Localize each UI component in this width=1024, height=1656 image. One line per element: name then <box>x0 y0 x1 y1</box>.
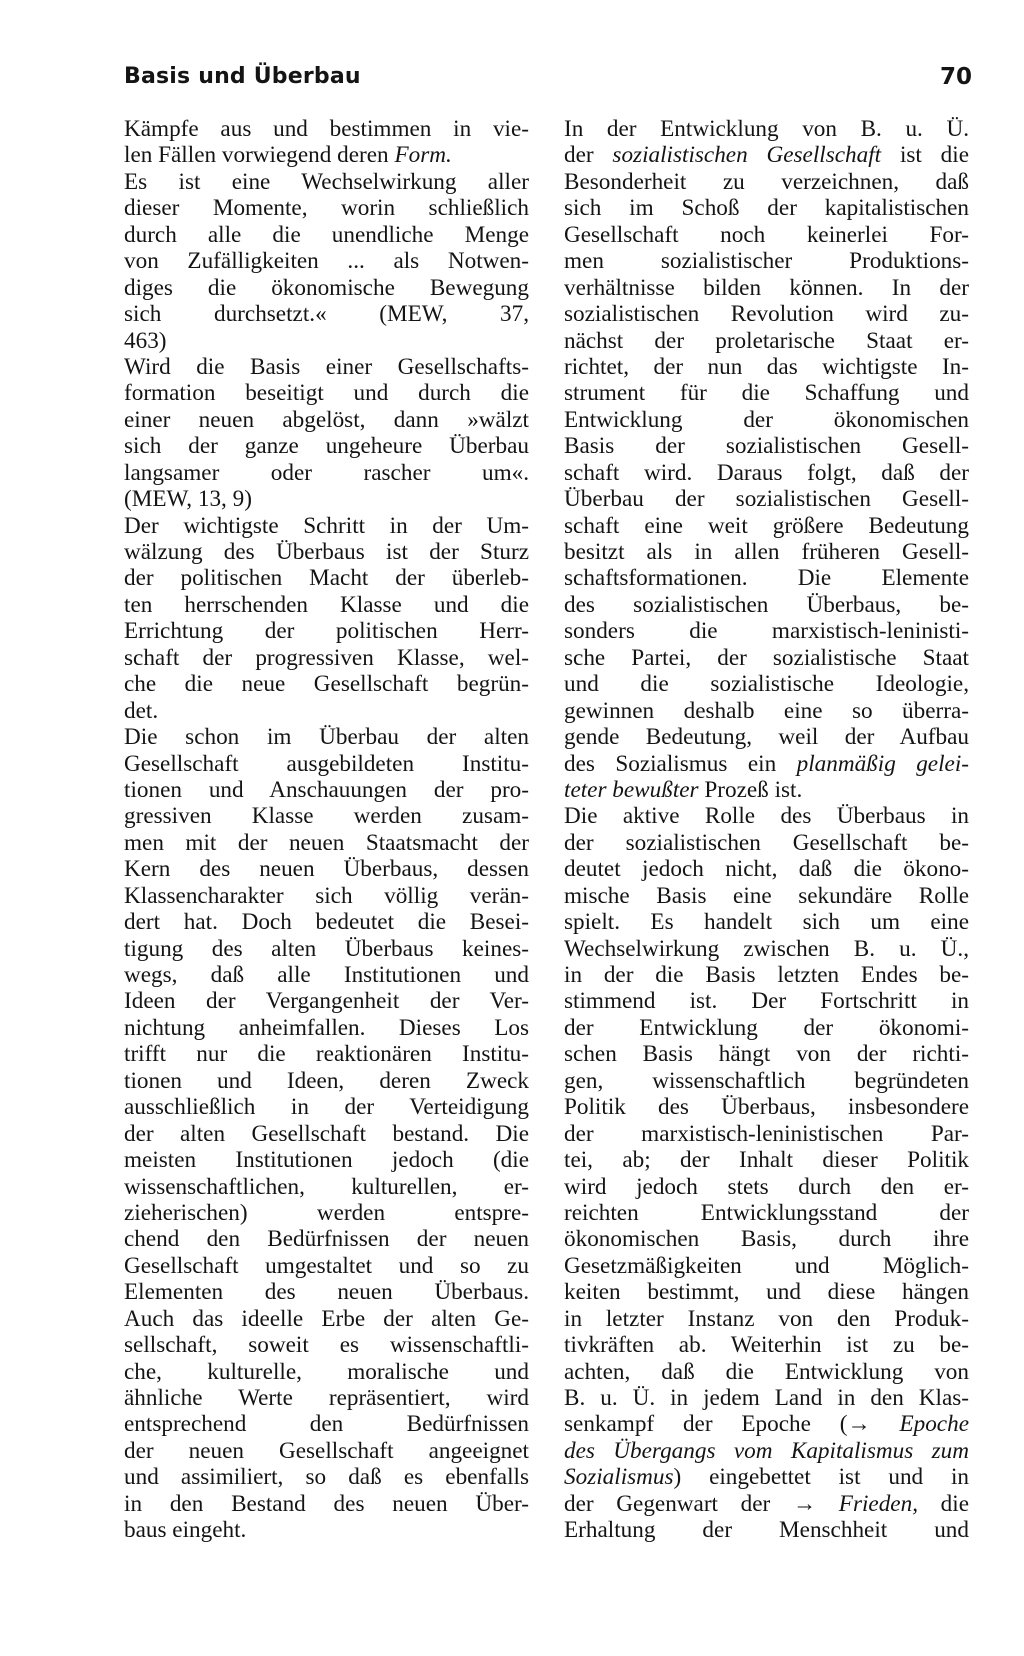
text-line <box>564 513 969 539</box>
text-run: chend den Bedürfnissen der neuen <box>124 1226 529 1253</box>
text-run: Besonderheit zu verzeichnen, daß <box>564 168 969 195</box>
text-run: ausschließlich in der Verteidigung <box>124 1094 529 1121</box>
text-run: die <box>918 1490 969 1517</box>
text-line <box>564 354 969 380</box>
text-line <box>124 1200 529 1226</box>
text-run: tionen und Ideen, deren Zweck <box>124 1067 529 1094</box>
text-run: Es ist eine Wechselwirkung aller <box>124 168 529 195</box>
text-run: 463) <box>124 327 167 354</box>
text-line <box>124 1015 529 1041</box>
text-line <box>124 142 529 168</box>
text-line <box>124 195 529 221</box>
text-run: zieherischen) werden entspre- <box>124 1199 529 1226</box>
text-run: sellschaft, soweit es wissenschaftli- <box>124 1332 529 1359</box>
text-run: senkampf der Epoche ( <box>564 1411 848 1438</box>
text-line <box>564 1411 969 1437</box>
text-line <box>124 988 529 1014</box>
text-line <box>564 1041 969 1067</box>
text-run: gen, wissenschaftlich begründeten <box>564 1067 969 1094</box>
text-run: schaftsformationen. Die Elemente <box>564 565 969 592</box>
text-line <box>124 1359 529 1385</box>
text-line <box>564 1306 969 1332</box>
text-line <box>124 1279 529 1305</box>
text-run: che die neue Gesellschaft begrün- <box>124 671 529 698</box>
text-run: Erhaltung der Menschheit und <box>564 1517 969 1544</box>
text-line <box>564 883 969 909</box>
text-line <box>124 751 529 777</box>
text-run: → <box>847 1411 871 1438</box>
text-run: nichtung anheimfallen. Dieses Los <box>124 1014 529 1041</box>
text-run: gressiven Klasse werden zusam- <box>124 803 529 830</box>
text-line <box>124 936 529 962</box>
text-line <box>564 328 969 354</box>
text-run: der <box>564 142 613 169</box>
text-line <box>564 1147 969 1173</box>
text-run: Entwicklung der ökonomischen <box>564 406 969 433</box>
text-run: ist die <box>881 142 969 169</box>
text-run: keiten bestimmt, und diese hängen <box>564 1279 969 1306</box>
text-line <box>124 169 529 195</box>
text-line <box>124 1094 529 1120</box>
text-run: ) eingebettet ist und in <box>673 1464 969 1491</box>
text-line <box>124 1174 529 1200</box>
text-line <box>124 460 529 486</box>
text-run: der politischen Macht der überleb- <box>124 565 529 592</box>
italic-text-run: Form. <box>394 142 452 169</box>
text-run: richtet, der nun das wichtigste In- <box>564 353 969 380</box>
text-line <box>564 1226 969 1252</box>
text-line <box>564 248 969 274</box>
text-line <box>124 486 529 512</box>
text-run: gewinnen deshalb eine so überra- <box>564 697 969 724</box>
text-line <box>124 1253 529 1279</box>
text-run: des Sozialismus ein <box>564 750 797 777</box>
text-line <box>124 909 529 935</box>
text-run: Klassencharakter sich völlig verän- <box>124 882 529 909</box>
text-line <box>564 1253 969 1279</box>
text-line <box>124 1147 529 1173</box>
italic-text-run: Frieden, <box>816 1490 918 1517</box>
text-run: Kern des neuen Überbaus, dessen <box>124 856 529 883</box>
text-line <box>564 1385 969 1411</box>
text-line <box>124 1332 529 1358</box>
text-line <box>564 962 969 988</box>
text-run: Gesellschaft umgestaltet und so zu <box>124 1252 529 1279</box>
text-run: sich der ganze ungeheure Überbau <box>124 433 529 460</box>
text-line <box>124 328 529 354</box>
text-line <box>124 433 529 459</box>
text-line <box>564 222 969 248</box>
text-run: entsprechend den Bedürfnissen <box>124 1411 529 1438</box>
text-run: Der wichtigste Schritt in der Um- <box>124 512 529 539</box>
text-line <box>124 301 529 327</box>
text-run: Politik des Überbaus, insbesondere <box>564 1094 969 1121</box>
text-run: wird jedoch stets durch den er- <box>564 1173 969 1200</box>
italic-text-run: Epoche <box>870 1411 969 1438</box>
text-line <box>564 909 969 935</box>
text-run: Gesetzmäßigkeiten und Möglich- <box>564 1252 969 1279</box>
text-line <box>124 222 529 248</box>
text-line <box>124 1411 529 1437</box>
text-line <box>564 1438 969 1464</box>
text-run: besitzt als in allen früheren Gesell- <box>564 539 969 565</box>
text-line <box>124 116 529 142</box>
text-line <box>124 1438 529 1464</box>
text-run: nächst der proletarische Staat er- <box>564 327 969 354</box>
text-line <box>564 1464 969 1490</box>
text-line <box>564 1015 969 1041</box>
text-line <box>564 275 969 301</box>
text-run: deutet jedoch nicht, daß die ökono- <box>564 856 969 883</box>
text-line <box>564 592 969 618</box>
italic-text-run: Sozialismus <box>564 1464 674 1491</box>
text-run: formation beseitigt und durch die <box>124 380 529 407</box>
text-run: Errichtung der politischen Herr- <box>124 618 529 645</box>
text-line <box>564 777 969 803</box>
text-run: tionen und Anschauungen der pro- <box>124 776 529 803</box>
text-run: sich durchsetzt.« (MEW, 37, <box>124 301 529 328</box>
text-run: men mit der neuen Staatsmacht der <box>124 829 529 856</box>
text-line <box>564 856 969 882</box>
text-line <box>564 486 969 512</box>
text-run: durch alle die unendliche Menge <box>124 221 529 248</box>
text-line <box>564 539 969 565</box>
text-run: dert hat. Doch bedeutet die Besei- <box>124 909 529 936</box>
text-run: sonders die marxistisch-leninisti- <box>564 618 969 645</box>
text-line <box>124 565 529 591</box>
text-line <box>124 1068 529 1094</box>
text-line <box>564 142 969 168</box>
text-run: der alten Gesellschaft bestand. Die <box>124 1120 529 1147</box>
text-line <box>124 354 529 380</box>
text-run: der Entwicklung der ökonomi- <box>564 1014 969 1041</box>
text-line <box>564 433 969 459</box>
text-line <box>124 671 529 697</box>
text-run: und assimiliert, so daß es ebenfalls <box>124 1464 529 1491</box>
text-run: achten, daß die Entwicklung von <box>564 1358 969 1385</box>
text-run: wälzung des Überbaus ist der Sturz <box>124 539 529 565</box>
text-line <box>124 248 529 274</box>
text-run: Die aktive Rolle des Überbaus in <box>564 803 969 830</box>
text-line <box>124 592 529 618</box>
text-run: wissenschaftlichen, kulturellen, er- <box>124 1173 529 1200</box>
text-line <box>124 724 529 750</box>
text-line <box>564 988 969 1014</box>
italic-text-run: des Übergangs vom Kapitalismus zum <box>564 1437 969 1464</box>
text-line <box>564 565 969 591</box>
text-run: schaft der progressiven Klasse, wel- <box>124 644 529 671</box>
text-line <box>124 803 529 829</box>
text-line <box>564 1094 969 1120</box>
text-line <box>124 513 529 539</box>
text-run: der marxistisch-leninistischen Par- <box>564 1120 969 1147</box>
text-column-right <box>564 116 969 1544</box>
text-line <box>124 1306 529 1332</box>
text-line <box>124 1121 529 1147</box>
text-line <box>564 1332 969 1358</box>
text-line <box>564 1200 969 1226</box>
text-line <box>124 407 529 433</box>
text-line <box>124 856 529 882</box>
text-line <box>564 645 969 671</box>
text-line <box>124 1041 529 1067</box>
text-run: Ideen der Vergangenheit der Ver- <box>124 988 529 1015</box>
text-run: Auch das ideelle Erbe der alten Ge- <box>124 1305 529 1332</box>
text-line <box>564 618 969 644</box>
text-run: stimmend ist. Der Fortschritt in <box>564 988 969 1015</box>
text-run: ten herrschenden Klasse und die <box>124 591 529 618</box>
text-line <box>124 1226 529 1252</box>
text-line <box>124 1491 529 1517</box>
text-run: reichten Entwicklungsstand der <box>564 1199 969 1226</box>
text-run: der neuen Gesellschaft angeeignet <box>124 1437 529 1464</box>
text-run: tivkräften ab. Weiterhin ist zu be- <box>564 1332 969 1359</box>
text-run: B. u. Ü. in jedem Land in den Klas- <box>564 1385 969 1411</box>
text-run: men sozialistischer Produktions- <box>564 248 969 275</box>
text-line <box>564 724 969 750</box>
text-line <box>124 1517 529 1543</box>
text-run: diges die ökonomische Bewegung <box>124 274 529 301</box>
text-run: schen Basis hängt von der richti- <box>564 1041 969 1068</box>
text-run: Kämpfe aus und bestimmen in vie- <box>124 116 529 142</box>
text-run: → <box>792 1490 817 1517</box>
text-run: sozialistischen Revolution wird zu- <box>564 301 969 328</box>
text-line <box>564 1279 969 1305</box>
text-line <box>124 645 529 671</box>
text-line <box>124 618 529 644</box>
text-line <box>564 830 969 856</box>
text-run: in den Bestand des neuen Über- <box>124 1490 529 1517</box>
text-line <box>564 1068 969 1094</box>
text-run: Wird die Basis einer Gesellschafts- <box>124 353 529 380</box>
text-run: verhältnisse bilden können. In der <box>564 274 969 301</box>
text-line <box>564 936 969 962</box>
text-line <box>124 698 529 724</box>
text-line <box>124 1385 529 1411</box>
text-line <box>564 803 969 829</box>
text-line <box>564 407 969 433</box>
text-line <box>564 380 969 406</box>
text-run: len Fällen vorwiegend deren <box>124 142 395 169</box>
text-run: sche Partei, der sozialistische Staat <box>564 644 969 671</box>
text-line <box>564 698 969 724</box>
text-run: Prozeß ist. <box>698 776 803 803</box>
text-line <box>564 1491 969 1517</box>
text-line <box>564 751 969 777</box>
text-column-left <box>124 116 529 1544</box>
text-line <box>564 301 969 327</box>
text-line <box>564 1517 969 1543</box>
text-run: einer neuen abgelöst, dann »wälzt <box>124 406 529 433</box>
text-line <box>564 671 969 697</box>
text-line <box>564 116 969 142</box>
text-line <box>564 460 969 486</box>
text-line <box>124 1464 529 1490</box>
text-run: Überbau der sozialistischen Gesell- <box>564 486 969 513</box>
text-run: sich im Schoß der kapitalistischen <box>564 195 969 222</box>
text-run: det. <box>124 697 159 724</box>
text-line <box>564 1359 969 1385</box>
text-run: trifft nur die reaktionären Institu- <box>124 1041 529 1068</box>
text-line <box>124 830 529 856</box>
text-run: von Zufälligkeiten ... als Notwen- <box>124 248 529 275</box>
text-run: In der Entwicklung von B. u. Ü. <box>564 116 969 142</box>
text-run: und die sozialistische Ideologie, <box>564 671 969 698</box>
text-run: langsamer oder rascher um«. <box>124 459 529 486</box>
text-line <box>124 883 529 909</box>
text-run: ökonomischen Basis, durch ihre <box>564 1226 969 1253</box>
running-header-title: Basis und Überbau <box>124 64 361 89</box>
italic-text-run: planmäßig gelei- <box>796 750 969 777</box>
text-run: tigung des alten Überbaus keines- <box>124 935 529 962</box>
text-line <box>124 275 529 301</box>
text-run: baus eingeht. <box>124 1517 247 1544</box>
text-line <box>124 962 529 988</box>
text-run: in letzter Instanz von den Produk- <box>564 1305 969 1332</box>
text-run: ähnliche Werte repräsentiert, wird <box>124 1385 529 1411</box>
text-run: Gesellschaft ausgebildeten Institu- <box>124 750 529 777</box>
text-run: dieser Momente, worin schließlich <box>124 195 529 222</box>
text-run: in der die Basis letzten Endes be- <box>564 962 969 988</box>
text-run: mische Basis eine sekundäre Rolle <box>564 882 969 909</box>
text-run: schaft eine weit größere Bedeutung <box>564 512 969 539</box>
text-run: Elementen des neuen Überbaus. <box>124 1279 529 1306</box>
text-line <box>124 777 529 803</box>
text-run: Basis der sozialistischen Gesell- <box>564 433 969 460</box>
text-run: der sozialistischen Gesellschaft be- <box>564 829 969 856</box>
text-run: Wechselwirkung zwischen B. u. Ü., <box>564 935 969 962</box>
italic-text-run: sozialistischen Gesellschaft <box>612 142 882 169</box>
text-run: strument für die Schaffung und <box>564 380 969 407</box>
text-line <box>564 169 969 195</box>
text-run: gende Bedeutung, weil der Aufbau <box>564 724 969 751</box>
text-line <box>564 195 969 221</box>
text-run: Gesellschaft noch keinerlei For- <box>564 221 969 248</box>
text-run: des sozialistischen Überbaus, be- <box>564 591 969 618</box>
page-number: 70 <box>939 64 972 90</box>
italic-text-run: teter bewußter <box>564 776 699 803</box>
text-run: Die schon im Überbau der alten <box>124 724 529 751</box>
text-line <box>564 1174 969 1200</box>
text-run: (MEW, 13, 9) <box>124 486 252 513</box>
text-run: schaft wird. Daraus folgt, daß der <box>564 459 969 486</box>
text-run: che, kulturelle, moralische und <box>124 1358 529 1385</box>
text-run: spielt. Es handelt sich um eine <box>564 909 969 936</box>
text-run: wegs, daß alle Institutionen und <box>124 962 529 988</box>
text-line <box>124 380 529 406</box>
text-run: der Gegenwart der <box>564 1490 793 1517</box>
text-line <box>564 1121 969 1147</box>
text-run: meisten Institutionen jedoch (die <box>124 1147 529 1174</box>
text-run: tei, ab; der Inhalt dieser Politik <box>564 1147 969 1174</box>
text-line <box>124 539 529 565</box>
